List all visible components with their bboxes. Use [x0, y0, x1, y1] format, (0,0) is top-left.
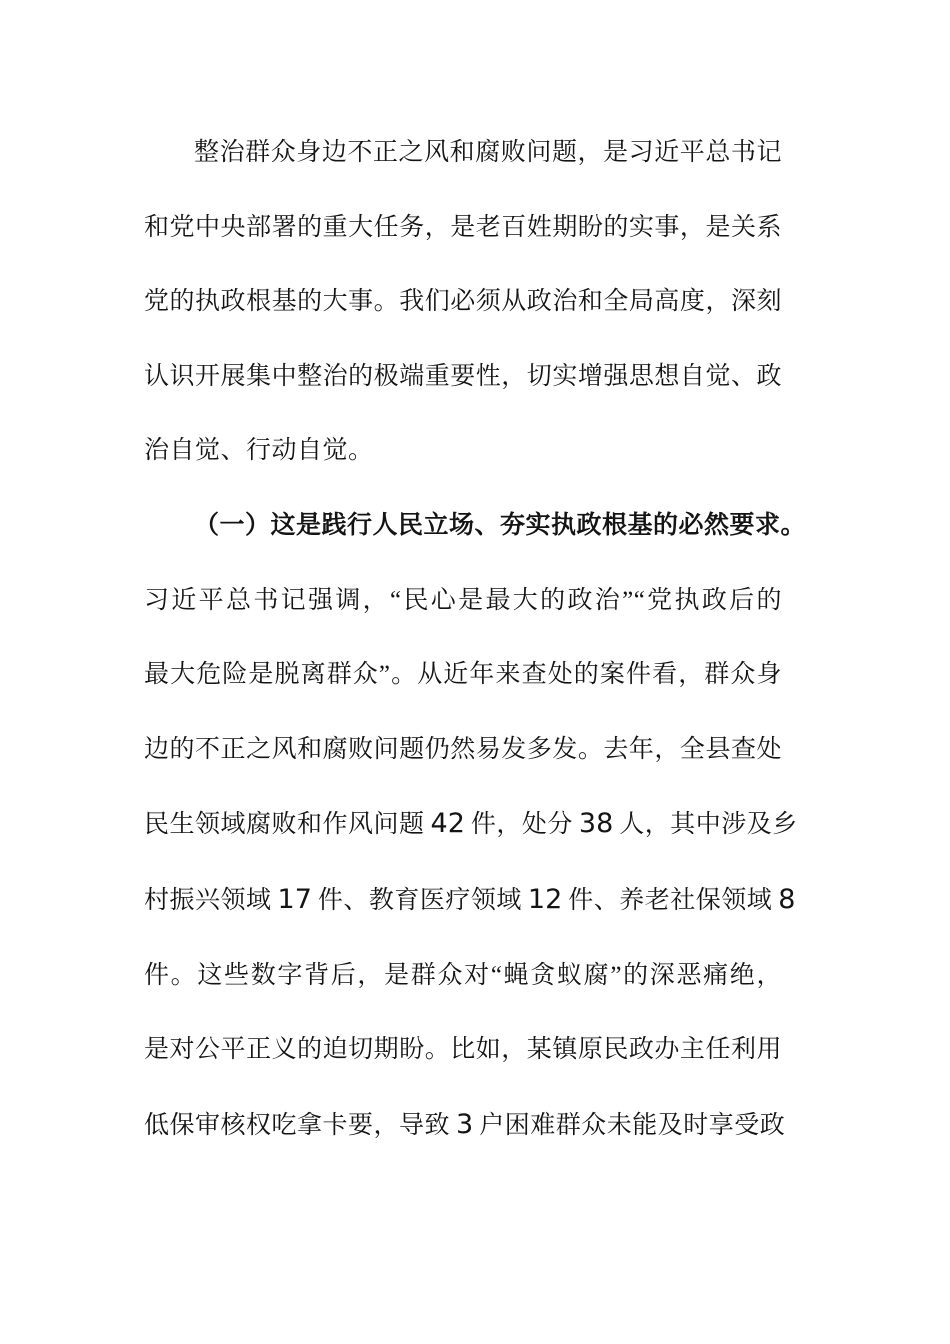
numeral: 3: [456, 1108, 474, 1140]
text-line: [144, 116, 782, 191]
text-line: [144, 1088, 786, 1164]
numeral: 12: [527, 883, 563, 915]
text-line: [144, 191, 782, 266]
body-text: 户困难群众未能及时享受政: [479, 1111, 786, 1139]
body-text: 认识开展集中整治的极端重要性，切实增强思想自觉、政: [144, 362, 782, 390]
body-text: 民生领域腐败和作风问题: [144, 811, 425, 839]
numeral: 38: [578, 808, 614, 840]
body-text: 党的执政根基的大事。我们必须从政治和全局高度，深刻: [144, 288, 782, 316]
text-line: [144, 939, 782, 1014]
body-text: 低保审核权吃拿卡要，导致: [144, 1111, 451, 1139]
text-line: [144, 414, 782, 489]
body-text: 最大危险是脱离群众”。从近年来查处的案件看，群众身: [144, 661, 782, 689]
body-text: 边的不正之风和腐败问题仍然易发多发。去年，全县查处: [144, 735, 782, 763]
numeral: 42: [430, 808, 465, 840]
text-line: [144, 863, 796, 939]
document-body: [144, 116, 807, 1163]
body-text: 人，其中涉及乡: [619, 811, 798, 839]
numeral: 8: [778, 883, 796, 915]
body-text: 件、教育医疗领域: [317, 886, 522, 914]
body-text: 治自觉、行动自觉。: [144, 437, 374, 465]
body-text: 件，处分: [470, 811, 573, 839]
body-text: 是对公平正义的迫切期盼。比如，某镇原民政办主任利用: [144, 1036, 782, 1064]
text-line: [144, 787, 798, 863]
body-text: 和党中央部署的重大任务，是老百姓期盼的实事，是关系: [144, 213, 782, 241]
text-line: [144, 638, 782, 713]
numeral: 17: [277, 883, 312, 915]
text-line: [144, 340, 782, 415]
text-line: [144, 265, 782, 340]
text-line: [144, 564, 782, 639]
body-text: 习近平总书记强调，“民心是最大的政治”“党执政后的: [144, 586, 782, 614]
heading-text: （一）这是践行人民立场、夯实执政根基的必然要求。: [194, 511, 807, 539]
body-text: 整治群众身边不正之风和腐败问题，是习近平总书记: [194, 139, 782, 166]
section-heading-line: [144, 489, 807, 564]
body-text: 村振兴领域: [144, 886, 272, 914]
text-line: [144, 1013, 782, 1088]
text-line: [144, 713, 782, 788]
body-text: 件。这些数字背后，是群众对“蝇贪蚁腐”的深恶痛绝，: [144, 961, 782, 989]
body-text: 件、养老社保领域: [568, 886, 773, 914]
